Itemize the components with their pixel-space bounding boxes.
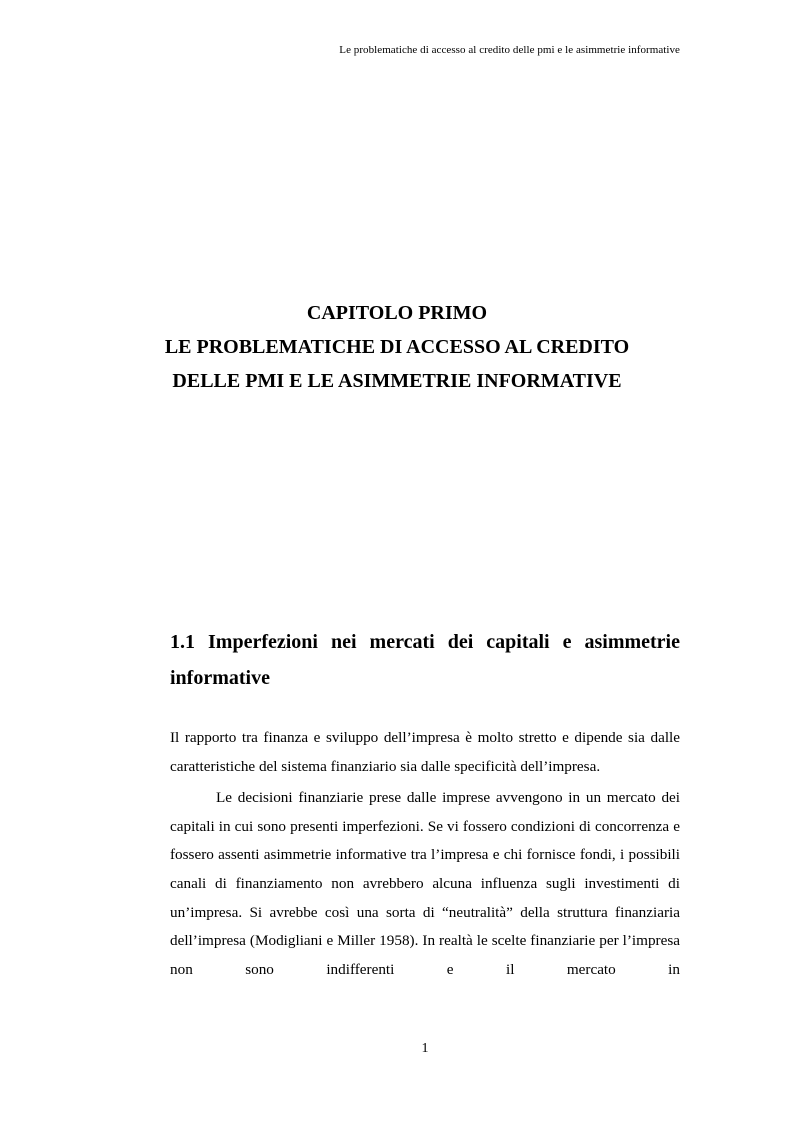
page-number: 1 [421, 1041, 429, 1056]
chapter-title-block [114, 296, 680, 398]
section-heading: 1.1 Imperfezioni nei mercati dei capitali e asimmetrie informative [170, 631, 680, 689]
chapter-title-line-1: LE PROBLEMATICHE DI ACCESSO AL CREDITO [164, 336, 630, 358]
running-header: Le problematiche di accesso al credito delle pmi e le asimmetrie informative [339, 44, 680, 56]
chapter-title-line-2: DELLE PMI E LE ASIMMETRIE INFORMATIVE [172, 370, 622, 392]
paragraph-2: Le decisioni finanziarie prese dalle imprese avvengono in un mercato dei capitali in cui sono presenti imperfezioni. Se vi fossero condizioni di concorrenza e fossero assenti asimmetrie informative tra l’impresa e chi fornisce fondi, i possibili canali di finanziamento non avrebbero alcuna influenza sugli investimenti di un’impresa. Si avrebbe così una sorta di “neutralità” della struttura finanziaria dell’impresa (Modigliani e Miller 1958). In realtà le scelte finanziarie per l’impresa non sono indifferenti e il mercato in [170, 789, 680, 978]
chapter-label: CAPITOLO PRIMO [306, 302, 488, 324]
paragraph-1: Il rapporto tra finanza e sviluppo dell’impresa è molto stretto e dipende sia dalle caratteristiche del sistema finanziario sia dalle specificità dell’impresa. [170, 729, 680, 775]
body-text [170, 724, 680, 987]
